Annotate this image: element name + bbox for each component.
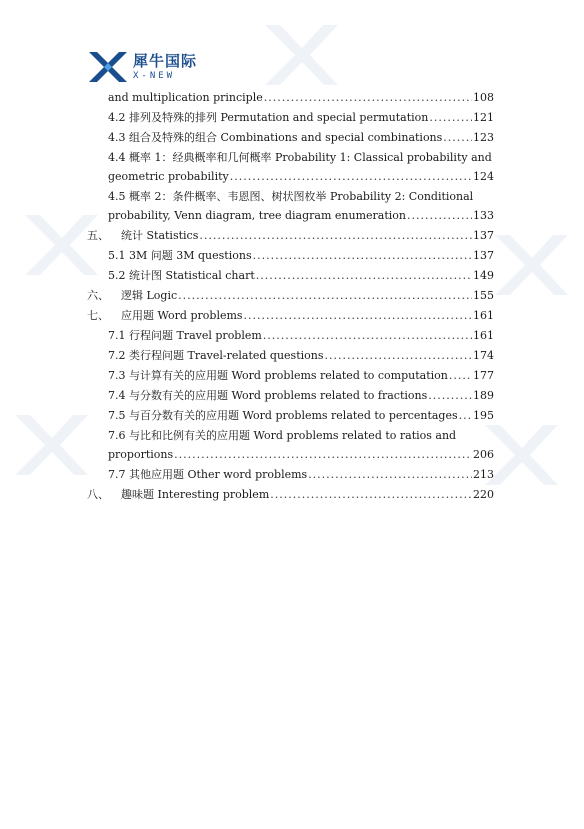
watermark-logo-icon: [260, 20, 340, 90]
toc-entry[interactable]: 5.2 统计图 Statistical chart ..... 149: [108, 269, 494, 282]
toc-page-number: 161: [473, 329, 494, 342]
toc-entry-chapter[interactable]: 五、 统计 Statistics ..... 137: [87, 229, 494, 242]
toc-page-number: 155: [473, 289, 494, 302]
toc-page-number: 123: [473, 131, 494, 144]
toc-page-number: 220: [473, 488, 494, 501]
toc-entry[interactable]: 7.5 与百分数有关的应用题 Word problems related to percentages ..... 195: [108, 409, 494, 422]
toc-entry-chapter[interactable]: 七、 应用题 Word problems ..... 161: [87, 309, 494, 322]
toc-page-number: 133: [473, 209, 494, 222]
rhino-logo-icon: [87, 50, 129, 84]
toc-page-number: 137: [473, 249, 494, 262]
toc-entry[interactable]: 4.2 排列及特殊的排列 Permutation and special permutation ..... 121: [108, 111, 494, 124]
watermark-logo-icon: [20, 210, 100, 280]
logo-english-text: X-NEW: [133, 70, 176, 81]
toc-entry[interactable]: 7.4 与分数有关的应用题 Word problems related to fractions ..... 189: [108, 389, 494, 402]
toc-page-number: 121: [473, 111, 494, 124]
toc-page-number: 161: [473, 309, 494, 322]
brand-logo: [87, 50, 197, 84]
toc-entry[interactable]: 4.5 概率 2：条件概率、韦恩图、树状图枚举 Probability 2: Conditional probability, Venn diagram, tree diagram enumeration ..... 133: [108, 190, 494, 222]
toc-entry-chapter[interactable]: 六、 逻辑 Logic ..... 155: [87, 289, 494, 302]
toc-entry-chapter[interactable]: 八、 趣味题 Interesting problem ..... 220: [87, 488, 494, 501]
toc-page-number: 195: [473, 409, 494, 422]
toc-entry[interactable]: 7.1 行程问题 Travel problem ..... 161: [108, 329, 494, 342]
toc-page-number: 174: [473, 349, 494, 362]
toc-page-number: 137: [473, 229, 494, 242]
watermark-logo-icon: [10, 410, 90, 480]
toc-entry[interactable]: 4.3 组合及特殊的组合 Combinations and special combinations ..... 123: [108, 131, 494, 144]
toc-entry[interactable]: 4.4 概率 1：经典概率和几何概率 Probability 1: Classical probability and geometric probability ..... 124: [108, 151, 494, 183]
logo-chinese-text: 犀牛国际: [133, 51, 198, 70]
toc-entry[interactable]: 5.1 3M 问题 3M questions ..... 137: [108, 249, 494, 262]
toc-page-number: 108: [473, 91, 494, 104]
toc-entry[interactable]: 7.2 类行程问题 Travel-related questions ..... 174: [108, 349, 494, 362]
toc-page-number: 177: [473, 369, 494, 382]
toc-entry[interactable]: 7.7 其他应用题 Other word problems ..... 213: [108, 468, 494, 481]
toc-page-number: 206: [473, 448, 494, 461]
toc-entry[interactable]: and multiplication principle ..... 108: [108, 91, 494, 104]
toc-page-number: 189: [473, 389, 494, 402]
toc-entry[interactable]: 7.3 与计算有关的应用题 Word problems related to computation ..... 177: [108, 369, 494, 382]
toc-page-number: 149: [473, 269, 494, 282]
toc-page-number: 213: [473, 468, 494, 481]
watermark-logo-icon: [490, 230, 570, 300]
toc-entry[interactable]: 7.6 与比和比例有关的应用题 Word problems related to ratios and proportions ..... 206: [108, 429, 494, 461]
toc-page-number: 124: [473, 170, 494, 183]
